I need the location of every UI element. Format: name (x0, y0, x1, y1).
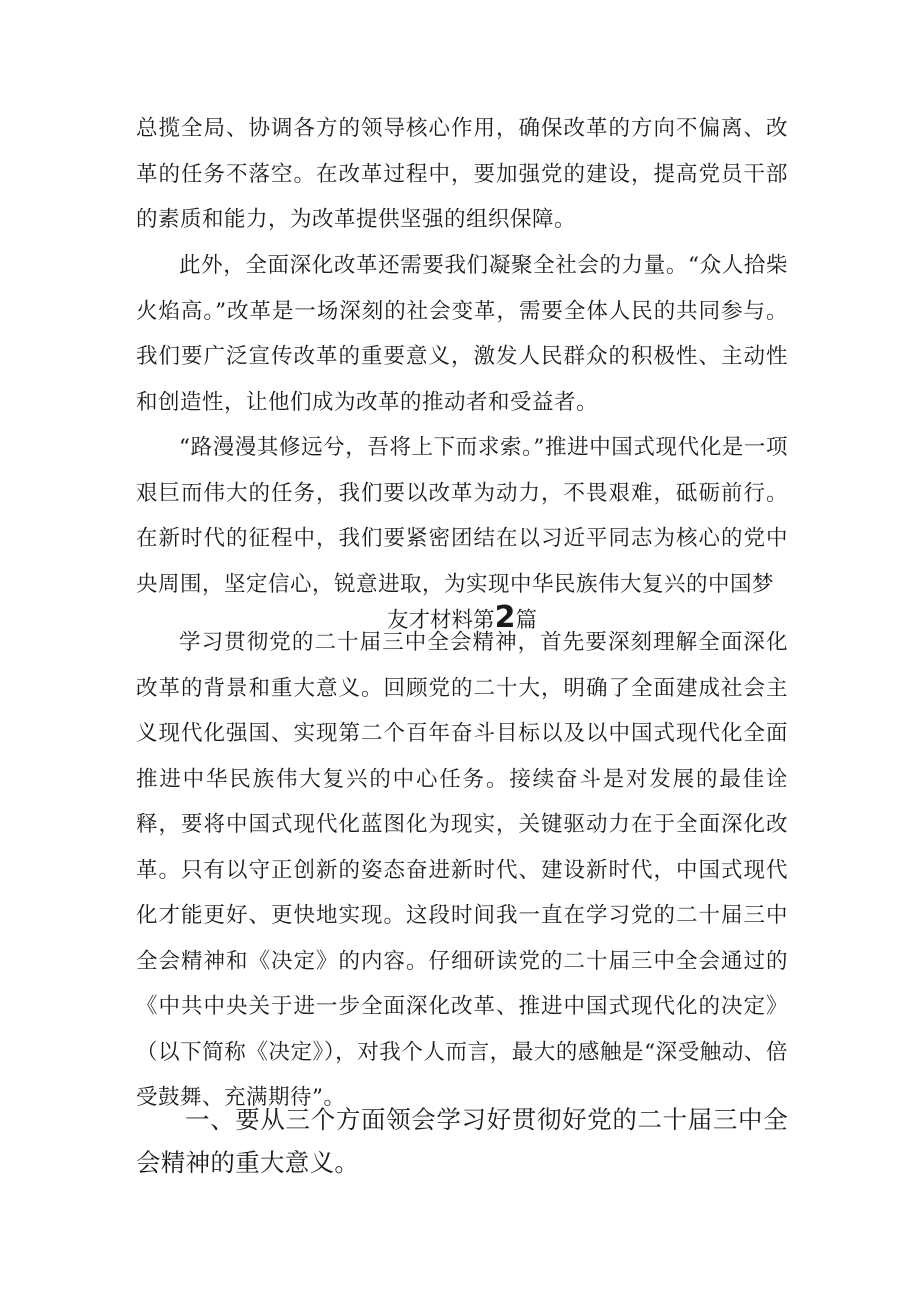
section-title-prefix: 友才材料第 (387, 608, 495, 633)
section-title-number: 2 (494, 600, 516, 635)
paragraph-3: “路漫漫其修远兮，吾将上下而求索。”推进中国式现代化是一项艰巨而伟大的任务，我们要以改革为动力，不畏艰难，砥砺前行。在新时代的征程中，我们要紧密团结在以习近平同志为核心的党中央周围，坚定信心，锐意进取，为实现中华民族伟大复兴的中国梦 (136, 435, 788, 597)
paragraph-4: 学习贯彻党的二十届三中全会精神，首先要深刻理解全面深化改革的背景和重大意义。回顾党的二十大，明确了全面建成社会主义现代化强国、实现第二个百年奋斗目标以及以中国式现代化全面推进中华民族伟大复兴的中心任务。接续奋斗是对发展的最佳诠释，要将中国式现代化蓝图化为现实，关键驱动力在于全面深化改革。只有以守正创新的姿态奋进新时代、建设新时代，中国式现代化才能更好、更快地实现。这段时间我一直在学习党的二十届三中全会精神和《决定》的内容。仔细研读党的二十届三中全会通过的《中共中央关于进一步全面深化改革、推进中国式现代化的决定》（以下简称《决定》），对我个人而言，最大的感触是“深受触动、倍受鼓舞、充满期待”。 (136, 630, 788, 1110)
section-title-suffix: 篇 (515, 608, 537, 633)
paragraph-2: 此外，全面深化改革还需要我们凝聚全社会的力量。“众人拾柴火焰高。”改革是一场深刻的社会变革，需要全体人民的共同参与。我们要广泛宣传改革的重要意义，激发人民群众的积极性、主动性和创造性，让他们成为改革的推动者和受益者。 (136, 253, 788, 415)
paragraph-1: 总揽全局、协调各方的领导核心作用，确保改革的方向不偏离、改革的任务不落空。在改革过程中，要加强党的建设，提高党员干部的素质和能力，为改革提供坚强的组织保障。 (136, 116, 788, 232)
section-heading: 一、要从三个方面领会学习好贯彻好党的二十届三中全会精神的重大意义。 (136, 1105, 788, 1177)
